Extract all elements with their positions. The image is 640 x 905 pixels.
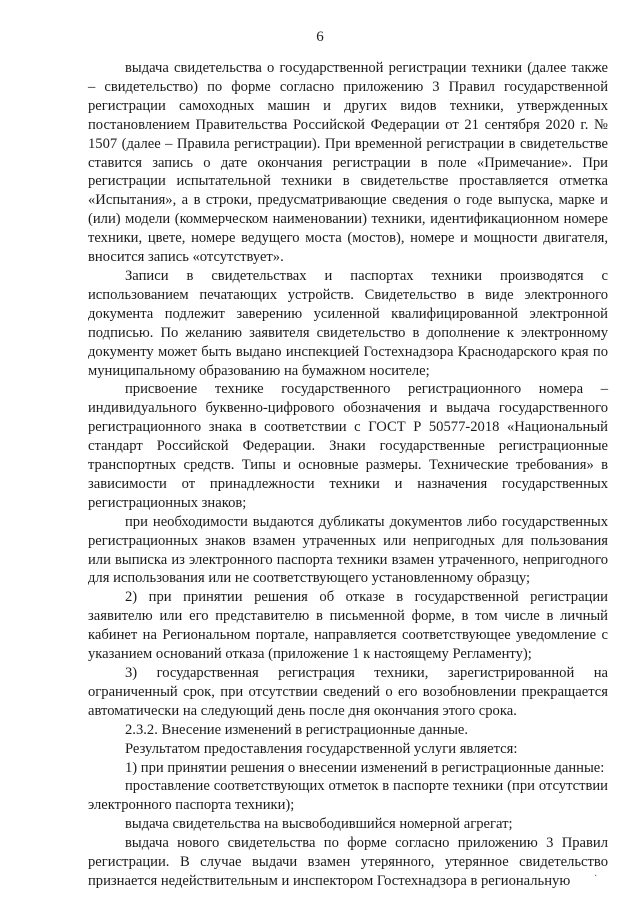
- paragraph-refusal-notice: 2) при принятии решения об отказе в государственной регистрации заявителю или его представителю в письменной форме, в том числе в личный кабинет на Региональном портале, направляется соответствующее уведомление с указанием оснований отказа (приложение 1 к настоящему Регламенту);: [88, 589, 608, 663]
- paragraph-duplicates-issuance: при необходимости выдаются дубликаты документов либо государственных регистрационных знаков взамен утраченных или непригодных для пользования или выписка из электронного паспорта техники взамен утраченного, непригодного для использования или не соответствующего установленному образцу;: [88, 513, 608, 587]
- paragraph-registration-number-assignment: присвоение технике государственного регистрационного номера – индивидуального буквенно-цифрового обозначения и выдача государственного регистрационного знака в соответствии с ГОСТ Р 50577-2018 «Национальный стандарт Российской Федерации. Знаки государственные регистрационные транспортных средств. Типы и основные размеры. Технические требования» в зависимости от принадлежности техники и назначения государственных регистрационных знаков;: [88, 381, 608, 511]
- paragraph-service-result: Результатом предоставления государственной услуги является:: [125, 740, 518, 757]
- paragraph-certificate-issuance: выдача свидетельства о государственной регистрации техники (далее также – свидетельство) по форме согласно приложению 3 Правил государственной регистрации самоходных машин и других видов техники, утвержденных постановлением Правительства Российской Федерации от 21 сентября 2020 г. № 1507 (далее – Правила регистрации). При временной регистрации в свидетельстве ставится запись о дате окончания регистрации в поле «Примечание». При регистрации испытательной техники в свидетельстве проставляется отметка «Испытания», а в строки, предусматривающие сведения о годе выпуска, марке и (или) модели (коммерческом наименовании) техники, идентификационном номере техники, цвете, номере ведущего моста (мостов), номере и мощности двигателя, вносится запись «отсутствует».: [88, 60, 608, 266]
- paragraph-passport-marks: проставление соответствующих отметок в паспорте техники (при отсутствии электронного паспорта техники);: [88, 778, 608, 814]
- paragraph-changes-decision: 1) при принятии решения о внесении изменений в регистрационные данные:: [125, 759, 605, 776]
- paragraph-limited-term-registration: 3) государственная регистрация техники, зарегистрированной на ограниченный срок, при отсутствии сведений о его возобновлении прекращается автоматически на следующий день после дня окончания этого срока.: [88, 665, 608, 719]
- document-body: [88, 59, 608, 891]
- scan-speck: ·: [594, 871, 598, 882]
- section-heading-2-3-2: 2.3.2. Внесение изменений в регистрационные данные.: [125, 721, 469, 738]
- page-number: 6: [316, 29, 324, 45]
- paragraph-records-in-certificates: Записи в свидетельствах и паспортах техники производятся с использованием печатающих устройств. Свидетельство в виде электронного документа подлежит заверению усиленной квалифицированной электронной подписью. По желанию заявителя свидетельство в дополнение к электронному документу может быть выдано инспекцией Гостехнадзора Краснодарского края по муниципальному образованию на бумажном носителе;: [88, 267, 608, 379]
- paragraph-unit-certificate: выдача свидетельства на высвободившийся номерной агрегат;: [125, 816, 513, 833]
- paragraph-new-certificate: выдача нового свидетельства по форме согласно приложению 3 Правил регистрации. В случае выдачи взамен утерянного, утерянное свидетельство признается недействительным и инспектором Гостехнадзора в региональную: [88, 835, 608, 889]
